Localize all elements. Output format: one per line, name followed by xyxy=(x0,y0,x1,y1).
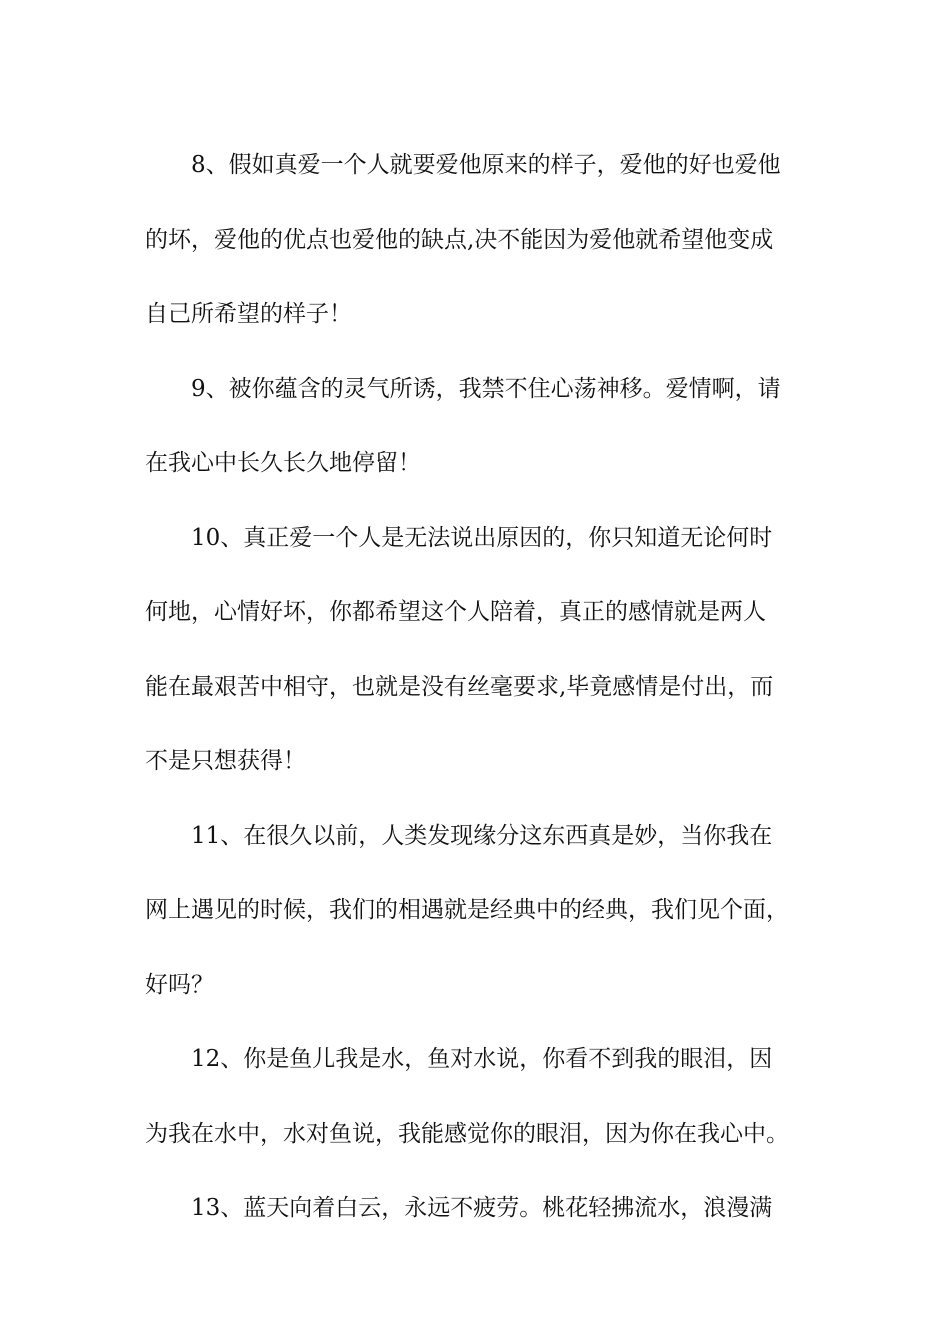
paragraph-9 xyxy=(145,352,810,501)
text-line: 能在最艰苦中相守，也就是没有丝毫要求,毕竟感情是付出，而 xyxy=(145,673,774,700)
document-body xyxy=(145,128,810,1246)
paragraph-11 xyxy=(145,799,810,1023)
text-line: 好吗？ xyxy=(145,971,214,998)
paragraph-13 xyxy=(145,1171,810,1246)
text-line: 何地，心情好坏，你都希望这个人陪着，真正的感情就是两人 xyxy=(145,599,766,625)
text-line: 自己所希望的样子！ xyxy=(145,301,352,327)
text-line: 网上遇见的时候，我们的相遇就是经典中的经典，我们见个面， xyxy=(145,897,789,923)
text-line: 13、蓝天向着白云，永远不疲劳。桃花轻拂流水，浪漫满 xyxy=(191,1195,773,1221)
text-line: 的坏，爱他的优点也爱他的缺点,决不能因为爱他就希望他变成 xyxy=(145,226,774,253)
paragraph-10 xyxy=(145,501,810,799)
text-line: 8、假如真爱一个人就要爱他原来的样子，爱他的好也爱他 xyxy=(191,152,781,178)
text-line: 10、真正爱一个人是无法说出原因的，你只知道无论何时 xyxy=(191,524,773,551)
text-line: 不是只想获得！ xyxy=(145,748,306,774)
text-line: 9、被你蕴含的灵气所诱，我禁不住心荡神移。爱情啊，请 xyxy=(191,375,781,402)
paragraph-12 xyxy=(145,1022,810,1171)
text-line: 在我心中长久长久地停留！ xyxy=(145,450,421,476)
paragraph-8 xyxy=(145,128,810,352)
text-line: 11、在很久以前，人类发现缘分这东西真是妙，当你我在 xyxy=(191,822,773,849)
text-line: 为我在水中，水对鱼说，我能感觉你的眼泪，因为你在我心中。 xyxy=(145,1120,789,1147)
text-line: 12、你是鱼儿我是水，鱼对水说，你看不到我的眼泪，因 xyxy=(191,1046,773,1072)
